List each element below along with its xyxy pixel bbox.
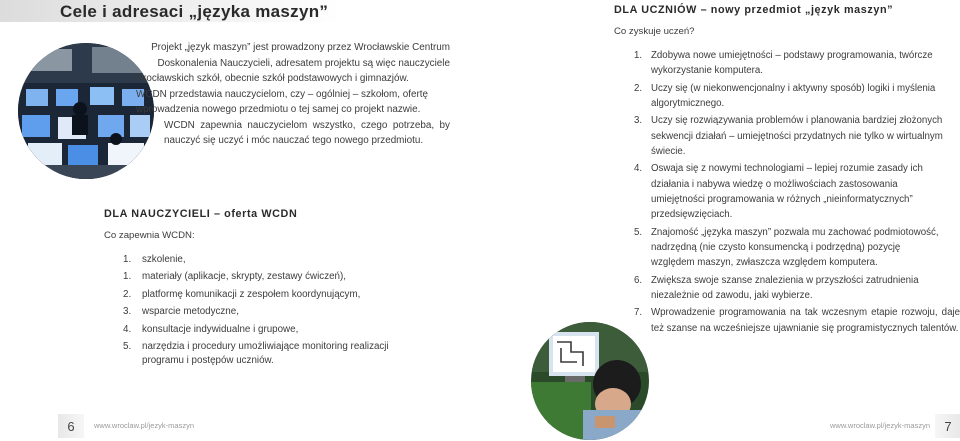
list-item-number: 1. xyxy=(123,271,132,283)
list-item-text: Uczy się (w niekonwencjonalny i aktywny sposób) logiki i myślenia xyxy=(651,82,936,94)
list-item xyxy=(123,305,389,320)
intro-line: wrocławskich szkół, obecnie szkół podstawowych i gimnazjów. xyxy=(136,73,409,84)
intro-line: WCDN zapewnia nauczycielom wszystko, czego potrzeba, by xyxy=(164,119,450,131)
list-item xyxy=(634,81,960,112)
intro-line: WCDN przedstawia nauczycielom, czy – ogólniej – szkołom, ofertę xyxy=(136,88,428,100)
students-section-question: Co zyskuje uczeń? xyxy=(614,26,695,37)
list-item xyxy=(123,323,389,338)
list-item-text: wykorzystanie komputera. xyxy=(651,65,763,77)
list-item-text: sekwencji działań – umiejętności przydatnych nie tylko w wirtualnym xyxy=(651,130,943,142)
list-item xyxy=(634,113,960,159)
list-item-text: Wprowadzenie programowania na tak wczesnym etapie rozwoju, daje xyxy=(651,307,960,319)
list-item-text: Oswaja się z nowymi technologiami – lepiej rozumie zasady ich xyxy=(651,163,923,175)
list-item-text: przedsięwzięciach. xyxy=(651,209,733,221)
list-item-text: platformę komunikacji z zespołem koordynującym, xyxy=(142,288,361,300)
student-photo xyxy=(531,322,649,440)
teachers-offer-list xyxy=(123,253,389,372)
list-item xyxy=(123,253,389,268)
list-item-text: konsultacje indywidualne i grupowe, xyxy=(142,323,299,335)
list-item xyxy=(634,273,960,304)
list-item xyxy=(634,48,960,79)
list-item xyxy=(123,288,389,303)
list-item-number: 7. xyxy=(634,307,643,319)
list-item-text: Zwiększa swoje szanse znalezienia w przyszłości zatrudnienia xyxy=(651,274,919,286)
list-item-text: niezależnie od zawodu, jaki wybierze. xyxy=(651,290,813,302)
list-item-text: świecie. xyxy=(651,146,686,158)
list-item-text: wsparcie metodyczne, xyxy=(142,306,239,318)
teachers-section-heading: DLA NAUCZYCIELI – oferta WCDN xyxy=(104,208,298,220)
list-item-text: szkolenie, xyxy=(142,254,186,265)
list-item xyxy=(634,305,960,336)
list-item-number: 4. xyxy=(634,163,643,175)
list-item-text: względem maszyn, zwłaszcza względem komputera. xyxy=(651,257,878,269)
list-item xyxy=(634,225,960,271)
intro-line: nauczyć się uczyć i móc nauczać tego nowego przedmiotu. xyxy=(164,135,424,146)
list-item-number: 2. xyxy=(634,82,643,94)
list-item-text: Zdobywa nowe umiejętności – podstawy programowania, twórcze xyxy=(651,50,933,61)
page-number-left: 6 xyxy=(58,414,84,438)
footer-url-right: www.wroclaw.pl/jezyk-maszyn xyxy=(830,421,931,430)
list-item-text: nadrzędną (nie czysto konsumencką i podrzędną) pozycję xyxy=(651,242,901,254)
page-number-right: 7 xyxy=(935,414,960,438)
list-item-text: narzędzia i procedury umożliwiające monitoring realizacji xyxy=(142,340,389,352)
list-item-text: programu i postępów uczniów. xyxy=(142,355,274,367)
list-item-number: 1. xyxy=(123,254,132,265)
list-item xyxy=(123,340,389,369)
list-item-text: umiejętności programowania w różnych „nieinformatycznych” xyxy=(651,194,913,206)
list-item-number: 5. xyxy=(634,226,643,238)
list-item-number: 3. xyxy=(123,306,132,318)
classroom-photo xyxy=(18,43,154,179)
list-item-text: działania i nabywa wiedzę o możliwościach zastosowania xyxy=(651,178,898,190)
list-item-number: 3. xyxy=(634,115,643,127)
intro-paragraph xyxy=(136,40,450,149)
list-item-text: Uczy się rozwiązywania problemów i planowania bardziej złożonych xyxy=(651,115,943,127)
list-item-text: też szanse na wcześniejsze ujawnianie się programistycznych talentów. xyxy=(651,322,959,334)
intro-line: Projekt „język maszyn” jest prowadzony przez Wrocławskie Centrum xyxy=(151,42,450,53)
students-section-heading: DLA UCZNIÓW – nowy przedmiot „język maszyn” xyxy=(614,4,894,16)
intro-line: wprowadzenia nowego przedmiotu o tej samej co projekt nazwie. xyxy=(136,104,421,115)
list-item-text: Znajomość „języka maszyn” pozwala mu zachować podmiotowość, xyxy=(651,226,939,238)
list-item-number: 1. xyxy=(634,50,643,61)
list-item xyxy=(123,270,389,285)
list-item-text: materiały (aplikacje, skrypty, zestawy ćwiczeń), xyxy=(142,271,346,283)
list-item-number: 5. xyxy=(123,340,132,352)
list-item-number: 6. xyxy=(634,274,643,286)
students-benefits-list xyxy=(634,48,960,338)
intro-line: Doskonalenia Nauczycieli, adresatem projektu są więc nauczyciele xyxy=(157,57,450,69)
list-item xyxy=(634,161,960,223)
list-item-number: 2. xyxy=(123,288,132,300)
teachers-section-question: Co zapewnia WCDN: xyxy=(104,230,195,241)
student-photo-image xyxy=(531,322,649,440)
classroom-photo-image xyxy=(18,43,154,179)
list-item-number: 4. xyxy=(123,323,132,335)
list-item-text: algorytmicznego. xyxy=(651,98,725,110)
footer-url-left: www.wroclaw.pl/jezyk-maszyn xyxy=(94,421,195,430)
page-title: Cele i adresaci „języka maszyn” xyxy=(60,2,329,21)
